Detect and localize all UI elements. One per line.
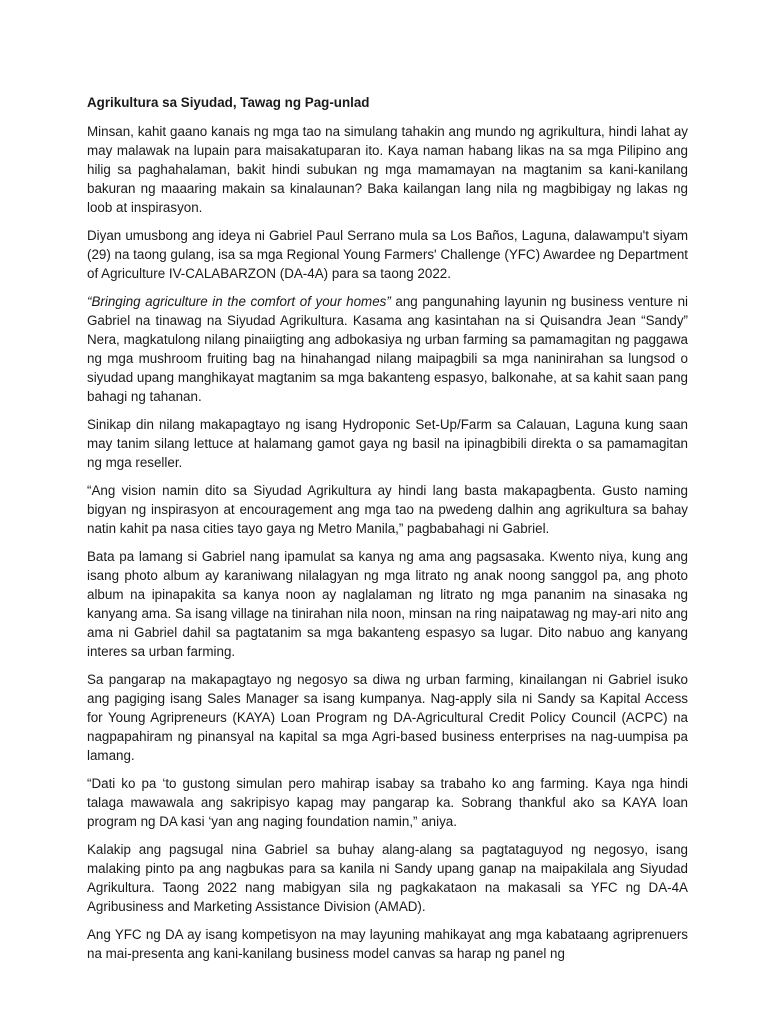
paragraph-7: Sa pangarap na makapagtayo ng negosyo sa diwa ng urban farming, kinailangan ni Gabriel isuko ang pagiging isang Sales Manager sa isang kumpanya. Nag-apply sila ni Sandy sa Kapital Access for Young Agripreneurs (KAYA) Loan Program ng DA-Agricultural Credit Policy Council (ACPC) na nagpapahiram ng pinansyal na kapital sa mga Agri-based business enterprises na nag-uumpisa pa lamang.: [87, 672, 688, 763]
paragraph-3-quote: “Bringing agriculture in the comfort of your homes”: [87, 294, 391, 309]
paragraph-3-text: ang pangunahing layunin ng business venture ni Gabriel na tinawag na Siyudad Agrikultura. Kasama ang kasintahan na si Quisandra Jean “Sandy” Nera, magkatulong nilang pinaiigting ang adbokasiya ng urban farming sa pamamagitan ng paggawa ng mga mushroom fruiting bag na hinahangad nilang maipagbili sa mga naninirahan sa lungsod o siyudad upang manghikayat magtanim sa mga bakanteng espasyo, balkonahe, at sa kahit saan pang bahagi ng tahanan.: [87, 294, 688, 404]
paragraph-5: “Ang vision namin dito sa Siyudad Agrikultura ay hindi lang basta makapagbenta. Gusto naming bigyan ng inspirasyon at encouragement ang mga tao na pwedeng dalhin ang agrikultura sa bahay natin kahit pa nasa cities tayo gaya ng Metro Manila,” pagbabahagi ni Gabriel.: [87, 483, 688, 536]
paragraph-9: Kalakip ang pagsugal nina Gabriel sa buhay alang-alang sa pagtataguyod ng negosyo, isang malaking pinto pa ang nagbukas para sa kanila ni Sandy upang ganap na maipakilala ang Siyudad Agrikultura. Taong 2022 nang mabigyan sila ng pagkakataon na makasali sa YFC ng DA-4A Agribusiness and Marketing Assistance Division (AMAD).: [87, 842, 688, 914]
paragraph-3: [87, 292, 688, 406]
paragraph-4: Sinikap din nilang makapagtayo ng isang Hydroponic Set-Up/Farm sa Calauan, Laguna kung saan may tanim silang lettuce at halamang gamot gaya ng basil na ipinagbibili direkta o sa pamamagitan ng mga reseller.: [87, 417, 688, 470]
article-title: Agrikultura sa Siyudad, Tawag ng Pag-unlad: [87, 95, 370, 110]
paragraph-2: Diyan umusbong ang ideya ni Gabriel Paul Serrano mula sa Los Baños, Laguna, dalawampu't siyam (29) na taong gulang, isa sa mga Regional Young Farmers' Challenge (YFC) Awardee ng Department of Agriculture IV-CALABARZON (DA-4A) para sa taong 2022.: [87, 228, 688, 281]
paragraph-8: “Dati ko pa ‘to gustong simulan pero mahirap isabay sa trabaho ko ang farming. Kaya nga hindi talaga mawawala ang sakripisyo kapag may pangarap ka. Sobrang thankful ako sa KAYA loan program ng DA kasi ‘yan ang naging foundation namin,” aniya.: [87, 776, 688, 829]
paragraph-10: Ang YFC ng DA ay isang kompetisyon na may layuning mahikayat ang mga kabataang agriprenuers na mai-presenta ang kani-kanilang business model canvas sa harap ng panel ng: [87, 927, 688, 961]
paragraph-6: Bata pa lamang si Gabriel nang ipamulat sa kanya ng ama ang pagsasaka. Kwento niya, kung ang isang photo album ay karaniwang nilalagyan ng mga litrato ng anak noong sanggol pa, ang photo album na ipinapakita sa kanya noon ay naglalaman ng litrato ng mga pananim na sinasaka ng kanyang ama. Sa isang village na tinirahan nila noon, minsan na ring naipatawag ng may-ari nito ang ama ni Gabriel dahil sa pagtatanim sa mga bakanteng espasyo sa lugar. Dito nabuo ang kanyang interes sa urban farming.: [87, 549, 688, 659]
paragraph-1: Minsan, kahit gaano kanais ng mga tao na simulang tahakin ang mundo ng agrikultura, hindi lahat ay may malawak na lupain para maisakatuparan ito. Kaya naman habang likas na sa mga Pilipino ang hilig sa paghahalaman, bakit hindi subukan ng mga mamamayan na magtanim sa kani-kanilang bakuran ng maaaring makain sa kinalaunan? Baka kailangan lang nila ng magbibigay ng lakas ng loob at inspirasyon.: [87, 124, 688, 215]
